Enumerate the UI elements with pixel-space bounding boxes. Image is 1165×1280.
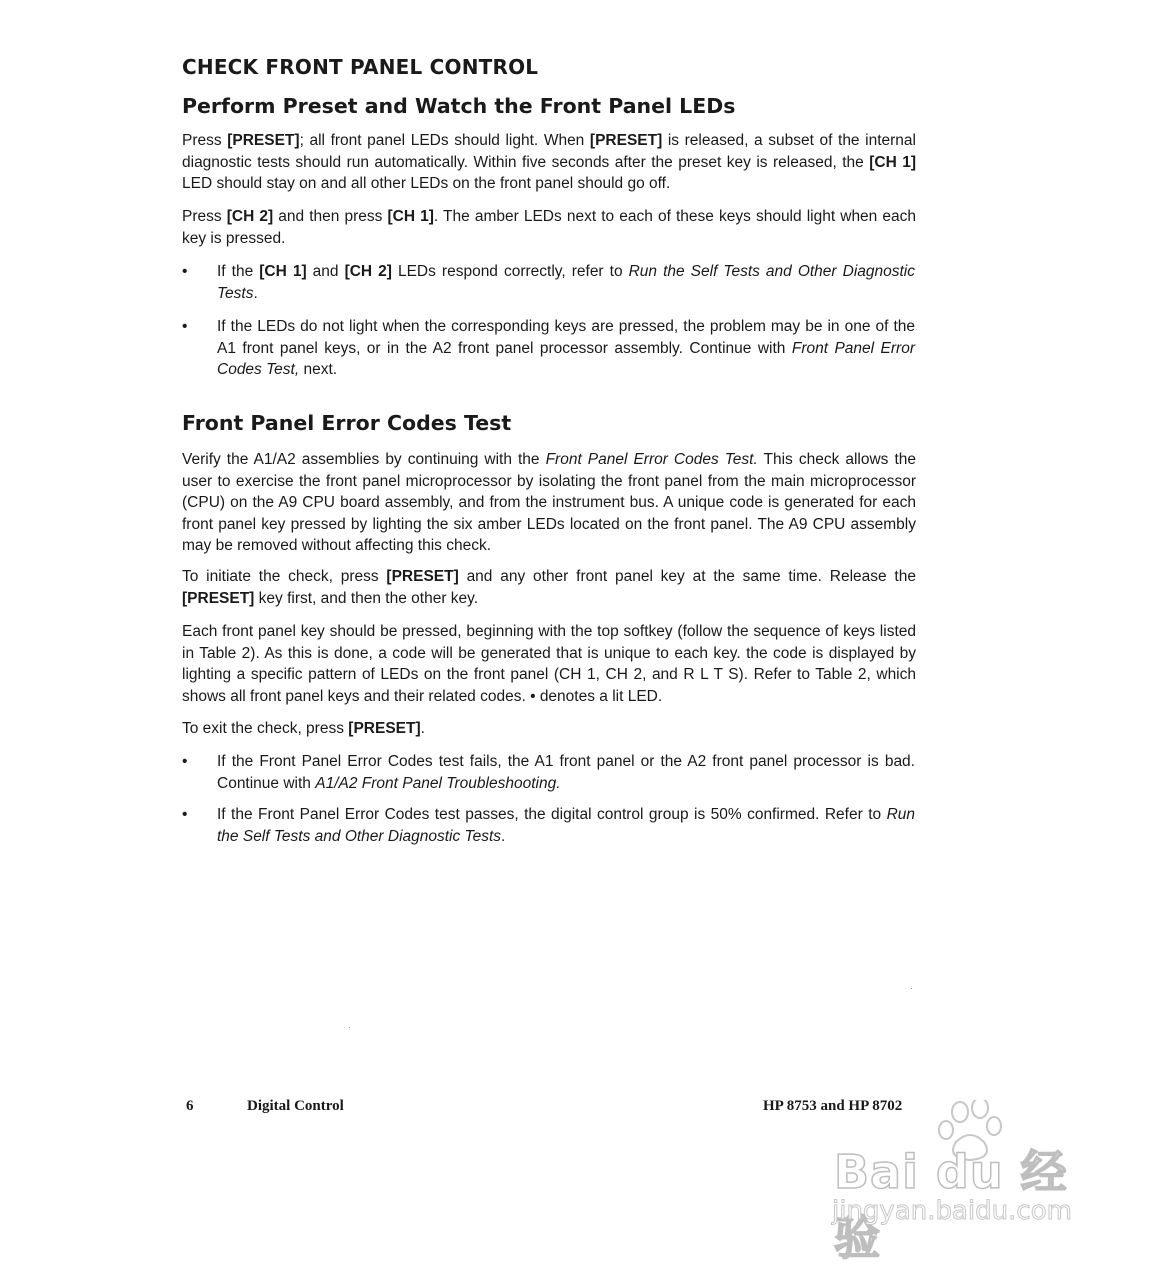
page-heading: CHECK FRONT PANEL CONTROL [182, 55, 539, 79]
watermark-logo: Bai du 经验 [834, 1145, 1068, 1265]
text-run: . [420, 720, 425, 737]
key-label: [CH 1] [869, 153, 917, 171]
text-run: and any other front panel key at the same time. Release the [458, 568, 916, 585]
key-label: [CH 2] [226, 208, 274, 225]
text-run: Press [182, 132, 228, 149]
footer-product-name: HP 8753 and HP 8702 [763, 1098, 903, 1114]
list-item-text [217, 261, 915, 304]
section-title-error-codes: Front Panel Error Codes Test [182, 411, 512, 435]
paragraph [182, 718, 916, 740]
reference-text: Front Panel Error Codes Test. [545, 451, 758, 468]
text-run: and [306, 263, 345, 280]
text-run: If the Front Panel Error Codes test fails, the A1 front panel or the A2 front panel processor is bad. Continue with [217, 753, 915, 792]
baidu-jingyan-watermark [828, 1100, 1098, 1265]
footer-page-number: 6 [186, 1098, 194, 1114]
bullet-marker: • [182, 263, 188, 280]
list-item-text [217, 316, 915, 381]
text-run: To initiate the check, press [182, 568, 387, 585]
paragraph [182, 449, 916, 557]
key-label: [CH 2] [344, 263, 392, 280]
text-run: To exit the check, press [182, 720, 349, 737]
text-run: If the Front Panel Error Codes test passes, the digital control group is 50% confirmed. Refer to [217, 806, 887, 823]
key-label: [PRESET] [348, 720, 421, 737]
text-run: . The amber LEDs next to each of these keys should light when each key is pressed. [182, 208, 917, 247]
reference-text: A1/A2 Front Panel Troubleshooting. [315, 774, 561, 792]
text-run: If the LEDs do not light when the corresponding keys are pressed, the problem may be in one of the A1 front panel keys, or in the A2 front panel processor assembly. Continue with [217, 318, 915, 357]
text-run: is released, a subset of the internal diagnostic tests should run automatically. Within five seconds after the preset key is released, the [182, 132, 916, 171]
text-run: next. [299, 361, 338, 378]
section-title-preset: Perform Preset and Watch the Front Panel LEDs [182, 94, 736, 118]
text-run: Verify the A1/A2 assemblies by continuing with the [182, 451, 546, 468]
paragraph [182, 206, 916, 249]
paragraph [182, 130, 916, 195]
text-run: If the [217, 263, 260, 280]
key-label: [CH 1] [387, 208, 434, 225]
bullet-marker: • [182, 806, 188, 823]
paragraph [182, 566, 916, 609]
text-run: LEDs respond correctly, refer to [391, 263, 629, 280]
key-label: [PRESET] [589, 132, 663, 149]
text-run: . [501, 827, 506, 845]
text-run: Press [182, 208, 227, 225]
reference-text: Run the Self Tests and Other Diagnostic Tests [217, 263, 915, 302]
text-run: Each front panel key should be pressed, beginning with the top softkey (follow the sequence of keys listed in Table 2). As this is done, a code will be generated that is unique to each key. the code is displayed by lighting a specific pattern of LEDs on the front panel (CH 1, CH 2, and R L T S). Refer to Table 2, which shows all front panel keys and their related codes. • denotes a lit LED. [182, 623, 916, 705]
key-label: [CH 1] [259, 263, 307, 280]
key-label: [PRESET] [182, 589, 255, 607]
footer-section-name: Digital Control [247, 1098, 344, 1114]
key-label: [PRESET] [386, 568, 459, 585]
key-label: [PRESET] [227, 132, 300, 149]
reference-text: Run the Self Tests and Other Diagnostic Tests [217, 806, 915, 845]
text-run: . [253, 284, 258, 302]
bullet-marker: • [182, 318, 188, 335]
text-run: key first, and then the other key. [254, 589, 479, 607]
bullet-marker: • [182, 753, 188, 770]
watermark-url: jingyan.baidu.com [832, 1196, 1072, 1226]
text-run: and then press [273, 208, 388, 225]
list-item-text [217, 751, 915, 794]
reference-text: Front Panel Error Codes Test, [217, 339, 915, 378]
paragraph [182, 621, 916, 707]
text-run: This check allows the user to exercise the front panel microprocessor by isolating the front panel from the main microprocessor (CPU) on the A9 CPU board assembly, and from the instrument bus. A unique code is generated for each front panel key pressed by lighting the six amber LEDs located on the front panel. The A9 CPU assembly may be removed without affecting this check. [182, 451, 916, 554]
list-item-text [217, 804, 915, 847]
text-run: ; all front panel LEDs should light. When [299, 132, 590, 149]
scan-speck [911, 988, 912, 989]
text-run: LED should stay on and all other LEDs on the front panel should go off. [182, 175, 671, 192]
scan-speck [349, 1027, 350, 1028]
